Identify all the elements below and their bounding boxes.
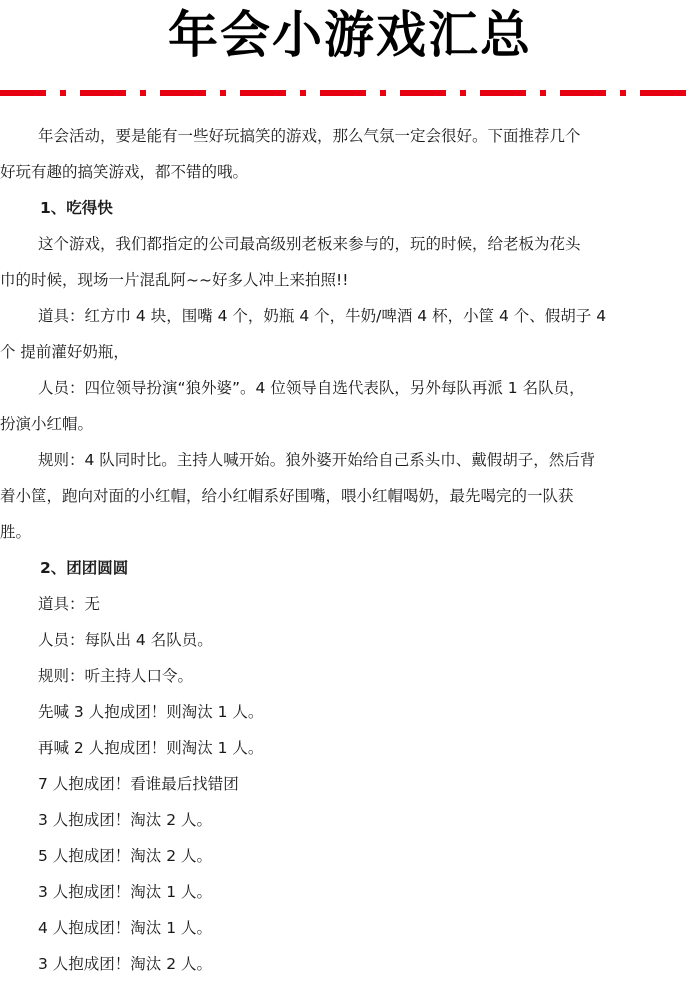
body-line: 着小筐，跑向对面的小红帽，给小红帽系好围嘴，喂小红帽喝奶，最先喝完的一队获 xyxy=(0,487,574,505)
rule-dot xyxy=(540,90,546,96)
body-line: 5 人抱成团！淘汰 2 人。 xyxy=(38,847,213,865)
rule-dash xyxy=(320,90,366,96)
body-line: 胜。 xyxy=(0,523,32,541)
rule-dash xyxy=(0,90,46,96)
body-line: 人员：每队出 4 名队员。 xyxy=(38,631,213,649)
body-line: 3 人抱成团！淘汰 2 人。 xyxy=(38,811,213,829)
rule-dash xyxy=(160,90,206,96)
body-line: 个 提前灌好奶瓶， xyxy=(0,343,129,361)
body-line: 好玩有趣的搞笑游戏，都不错的哦。 xyxy=(0,163,249,181)
body-line: 人员：四位领导扮演“狼外婆”。4 位领导自选代表队，另外每队再派 1 名队员， xyxy=(38,379,585,397)
body-line: 3 人抱成团！淘汰 1 人。 xyxy=(38,883,213,901)
rule-dash xyxy=(80,90,126,96)
rule-dash xyxy=(640,90,686,96)
document-title: 年会小游戏汇总 xyxy=(168,5,532,64)
rule-dash xyxy=(240,90,286,96)
document-body xyxy=(0,118,700,982)
rule-dot xyxy=(300,90,306,96)
body-line: 年会活动，要是能有一些好玩搞笑的游戏，那么气氛一定会很好。下面推荐几个 xyxy=(38,127,581,145)
rule-dot xyxy=(620,90,626,96)
rule-dot xyxy=(140,90,146,96)
body-line: 道具：无 xyxy=(38,595,101,613)
red-dash-dot-rule xyxy=(0,90,700,96)
section-heading: 2、团团圆圆 xyxy=(40,559,129,577)
rule-dot xyxy=(380,90,386,96)
body-line: 道具：红方巾 4 块，围嘴 4 个，奶瓶 4 个，牛奶/啤酒 4 杯，小筐 4 个、假胡子 4 xyxy=(38,307,607,325)
body-line: 巾的时候，现场一片混乱阿~~好多人冲上来拍照!! xyxy=(0,271,349,289)
body-line: 规则：听主持人口令。 xyxy=(38,667,194,685)
body-line: 7 人抱成团！看谁最后找错团 xyxy=(38,775,239,793)
rule-dot xyxy=(60,90,66,96)
body-line: 再喊 2 人抱成团！则淘汰 1 人。 xyxy=(38,739,264,757)
body-line: 4 人抱成团！淘汰 1 人。 xyxy=(38,919,213,937)
body-line: 3 人抱成团！淘汰 2 人。 xyxy=(38,955,213,973)
rule-dash xyxy=(560,90,606,96)
body-line: 先喊 3 人抱成团！则淘汰 1 人。 xyxy=(38,703,264,721)
body-line: 规则：4 队同时比。主持人喊开始。狼外婆开始给自己系头巾、戴假胡子，然后背 xyxy=(38,451,596,469)
rule-dot xyxy=(460,90,466,96)
body-line: 这个游戏，我们都指定的公司最高级别老板来参与的，玩的时候，给老板为花头 xyxy=(38,235,581,253)
rule-dot xyxy=(220,90,226,96)
rule-dash xyxy=(400,90,446,96)
rule-dash xyxy=(480,90,526,96)
section-heading: 1、吃得快 xyxy=(40,199,113,217)
body-line: 扮演小红帽。 xyxy=(0,415,94,433)
